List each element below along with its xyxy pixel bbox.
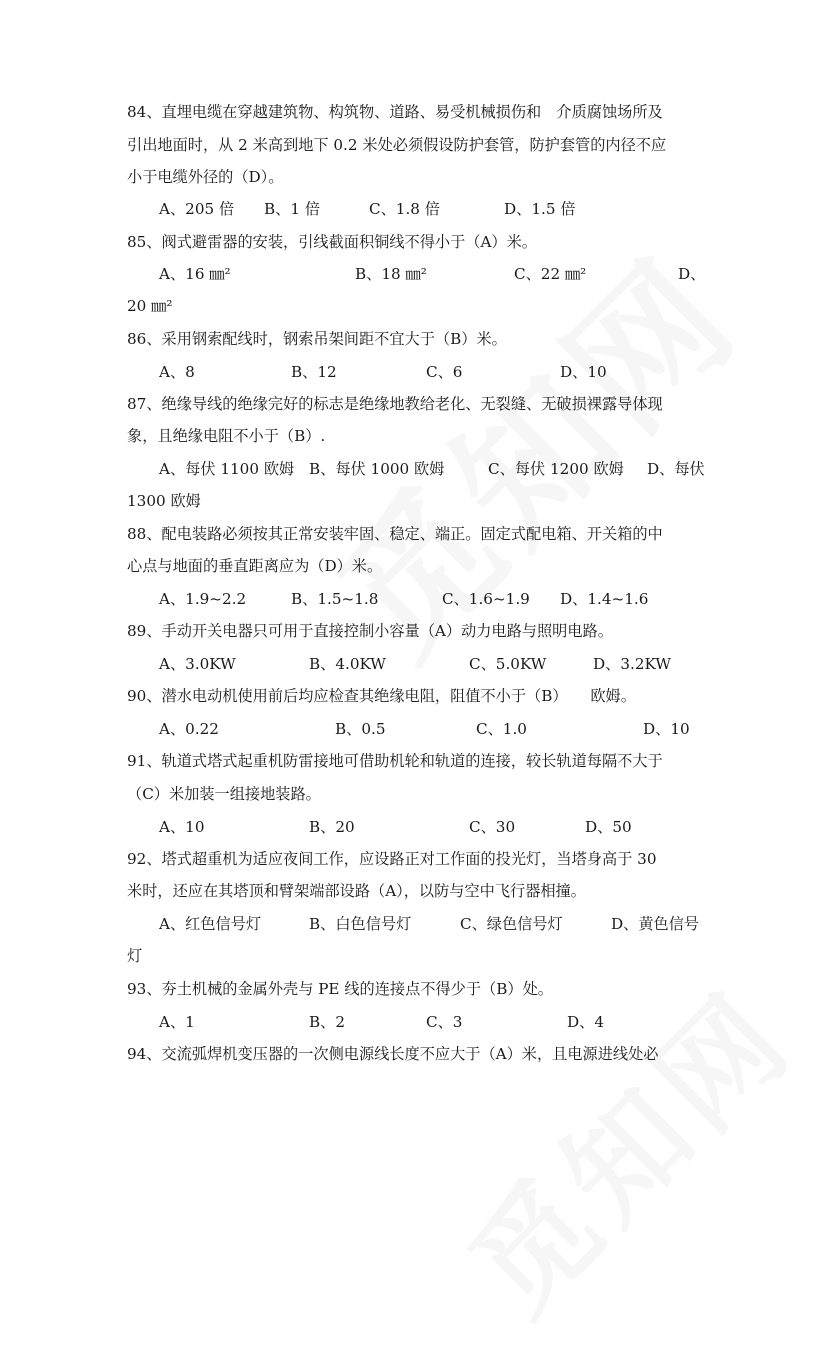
option-d: D、 bbox=[678, 265, 706, 283]
question-88-line-2: 心点与地面的垂直距离应为（D）米。 bbox=[127, 557, 383, 575]
question-84-line-2: 引出地面时，从 2 米高到地下 0.2 米处必须假设防护套管，防护套管的内径不应 bbox=[127, 136, 667, 154]
question-87-wrap: 1300 欧姆 bbox=[127, 492, 201, 510]
question-92-options bbox=[159, 914, 719, 934]
option-d: D、黄色信号 bbox=[611, 915, 700, 933]
option-a: A、10 bbox=[159, 818, 205, 836]
option-b: B、1.5~1.8 bbox=[291, 590, 379, 608]
option-a: A、3.0KW bbox=[159, 655, 236, 673]
question-88-options bbox=[159, 589, 719, 609]
question-87-line-1: 87、绝缘导线的绝缘完好的标志是绝缘地教给老化、无裂缝、无破损裸露导体现 bbox=[127, 395, 663, 413]
option-b: B、每伏 1000 欧姆 bbox=[309, 460, 445, 478]
option-b: B、20 bbox=[309, 818, 355, 836]
watermark-lower bbox=[426, 947, 823, 1344]
option-d: D、1.4~1.6 bbox=[560, 590, 649, 608]
option-c: C、每伏 1200 欧姆 bbox=[488, 460, 624, 478]
option-b: B、4.0KW bbox=[309, 655, 386, 673]
question-86-line-1: 86、采用钢索配线时，钢索吊架间距不宜大于（B）米。 bbox=[127, 330, 507, 348]
question-92-line-1: 92、塔式超重机为适应夜间工作，应设路正对工作面的投光灯，当塔身高于 30 bbox=[127, 850, 657, 868]
option-c: C、绿色信号灯 bbox=[460, 915, 563, 933]
question-94-line-1: 94、交流弧焊机变压器的一次侧电源线长度不应大于（A）米，且电源进线处必 bbox=[127, 1045, 659, 1063]
option-a: A、205 倍 bbox=[159, 200, 235, 218]
option-c: C、1.0 bbox=[476, 720, 527, 738]
option-b: B、2 bbox=[309, 1013, 346, 1031]
option-c: C、3 bbox=[426, 1013, 463, 1031]
option-b: B、12 bbox=[291, 363, 337, 381]
option-d: D、4 bbox=[567, 1013, 605, 1031]
question-93-options bbox=[159, 1012, 719, 1032]
option-a: A、16 ㎜² bbox=[159, 265, 231, 283]
question-84-options bbox=[159, 199, 719, 219]
question-85-wrap: 20 ㎜² bbox=[127, 297, 173, 315]
question-84-line-1: 84、直埋电缆在穿越建筑物、构筑物、道路、易受机械损伤和 介质腐蚀场所及 bbox=[127, 103, 663, 121]
question-90-options bbox=[159, 719, 719, 739]
question-91-line-1: 91、轨道式塔式起重机防雷接地可借助机轮和轨道的连接，较长轨道每隔不大于 bbox=[127, 752, 663, 770]
question-85-line-1: 85、阀式避雷器的安装，引线截面积铜线不得小于（A）米。 bbox=[127, 233, 537, 251]
option-b: B、白色信号灯 bbox=[309, 915, 412, 933]
question-84-line-3: 小于电缆外径的（D）。 bbox=[127, 168, 284, 186]
question-92-wrap: 灯 bbox=[127, 947, 143, 965]
question-93-line-1: 93、夯土机械的金属外壳与 PE 线的连接点不得少于（B）处。 bbox=[127, 980, 553, 998]
option-a: A、1.9~2.2 bbox=[159, 590, 247, 608]
question-91-options bbox=[159, 817, 719, 837]
question-92-line-2: 米时，还应在其塔顶和臂架端部设路（A），以防与空中飞行器相撞。 bbox=[127, 882, 586, 900]
option-c: C、1.8 倍 bbox=[369, 200, 440, 218]
option-d: D、10 bbox=[643, 720, 690, 738]
option-c: C、6 bbox=[426, 363, 463, 381]
question-89-line-1: 89、手动开关电器只可用于直接控制小容量（A）动力电路与照明电路。 bbox=[127, 622, 613, 640]
question-87-line-2: 象，且绝缘电阻不小于（B）. bbox=[127, 427, 326, 445]
option-c: C、1.6~1.9 bbox=[442, 590, 530, 608]
option-d: D、50 bbox=[585, 818, 632, 836]
question-87-options bbox=[159, 459, 719, 479]
option-b: B、18 ㎜² bbox=[355, 265, 427, 283]
option-d: D、10 bbox=[560, 363, 607, 381]
option-b: B、1 倍 bbox=[264, 200, 321, 218]
option-d: D、每伏 bbox=[647, 460, 705, 478]
option-c: C、22 ㎜² bbox=[514, 265, 587, 283]
option-d: D、3.2KW bbox=[593, 655, 671, 673]
option-a: A、每伏 1100 欧姆 bbox=[159, 460, 295, 478]
question-86-options bbox=[159, 362, 719, 382]
question-88-line-1: 88、配电装路必须按其正常安装牢固、稳定、端正。固定式配电箱、开关箱的中 bbox=[127, 525, 663, 543]
option-a: A、1 bbox=[159, 1013, 195, 1031]
option-d: D、1.5 倍 bbox=[504, 200, 576, 218]
option-a: A、0.22 bbox=[159, 720, 219, 738]
option-a: A、8 bbox=[159, 363, 195, 381]
option-c: C、30 bbox=[469, 818, 516, 836]
question-89-options bbox=[159, 654, 719, 674]
question-90-line-1: 90、潜水电动机使用前后均应检查其绝缘电阻，阻值不小于（B） 欧姆。 bbox=[127, 687, 636, 705]
option-a: A、红色信号灯 bbox=[159, 915, 262, 933]
option-b: B、0.5 bbox=[335, 720, 386, 738]
question-85-options bbox=[159, 264, 719, 284]
option-c: C、5.0KW bbox=[469, 655, 547, 673]
question-91-line-2: （C）米加装一组接地装路。 bbox=[127, 785, 321, 803]
